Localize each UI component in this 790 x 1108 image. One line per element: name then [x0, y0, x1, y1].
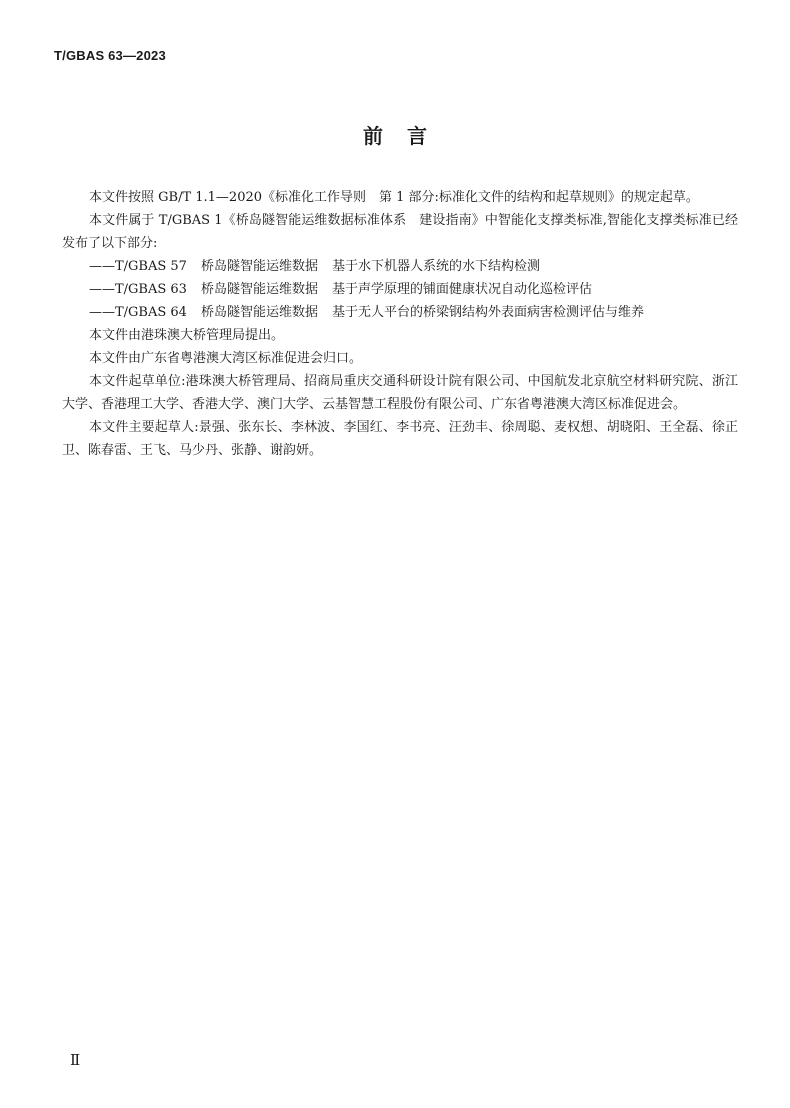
page-title: 前言: [363, 124, 451, 148]
standard-subject: 基于声学原理的铺面健康状况自动化巡检评估: [331, 282, 592, 297]
paragraph-series: 本文件属于 T/GBAS 1《桥岛隧智能运维数据标准体系 建设指南》中智能化支撑类标准,智能化支撑类标准已经发布了以下部分:: [62, 213, 738, 251]
standard-name: 桥岛隧智能运维数据: [200, 282, 318, 297]
document-number: T/GBAS 63—2023: [54, 48, 166, 63]
standard-name: 桥岛隧智能运维数据: [200, 305, 318, 320]
paragraph-administrator: 本文件由广东省粤港澳大湾区标准促进会归口。: [89, 351, 363, 366]
paragraph-basis: 本文件按照 GB/T 1.1—2020《标准化工作导则 第 1 部分:标准化文件的结构和起草规则》的规定起草。: [89, 190, 699, 205]
standard-code: ——T/GBAS 57: [89, 259, 187, 274]
paragraph-drafters: 本文件主要起草人:景强、张东长、李林波、李国红、李书亮、汪劲丰、徐周聪、麦权想、胡晓阳、王全磊、徐正卫、陈春雷、王飞、马少丹、张静、谢韵妍。: [62, 420, 738, 458]
standard-code: ——T/GBAS 63: [89, 282, 187, 297]
list-item: [62, 255, 738, 278]
list-item: [62, 301, 738, 324]
page-number: Ⅱ: [70, 1051, 81, 1069]
standard-name: 桥岛隧智能运维数据: [200, 259, 318, 274]
paragraph-proposer: 本文件由港珠澳大桥管理局提出。: [89, 328, 285, 343]
standard-code: ——T/GBAS 64: [89, 305, 187, 320]
standard-subject: 基于水下机器人系统的水下结构检测: [331, 259, 540, 274]
paragraph-drafting-units: 本文件起草单位:港珠澳大桥管理局、招商局重庆交通科研设计院有限公司、中国航发北京航空材料研究院、浙江大学、香港理工大学、香港大学、澳门大学、云基智慧工程股份有限公司、广东省粤港澳大湾区标准促进会。: [62, 374, 738, 412]
foreword-body: [62, 186, 738, 462]
list-item: [62, 278, 738, 301]
standard-subject: 基于无人平台的桥梁钢结构外表面病害检测评估与维养: [331, 305, 644, 320]
